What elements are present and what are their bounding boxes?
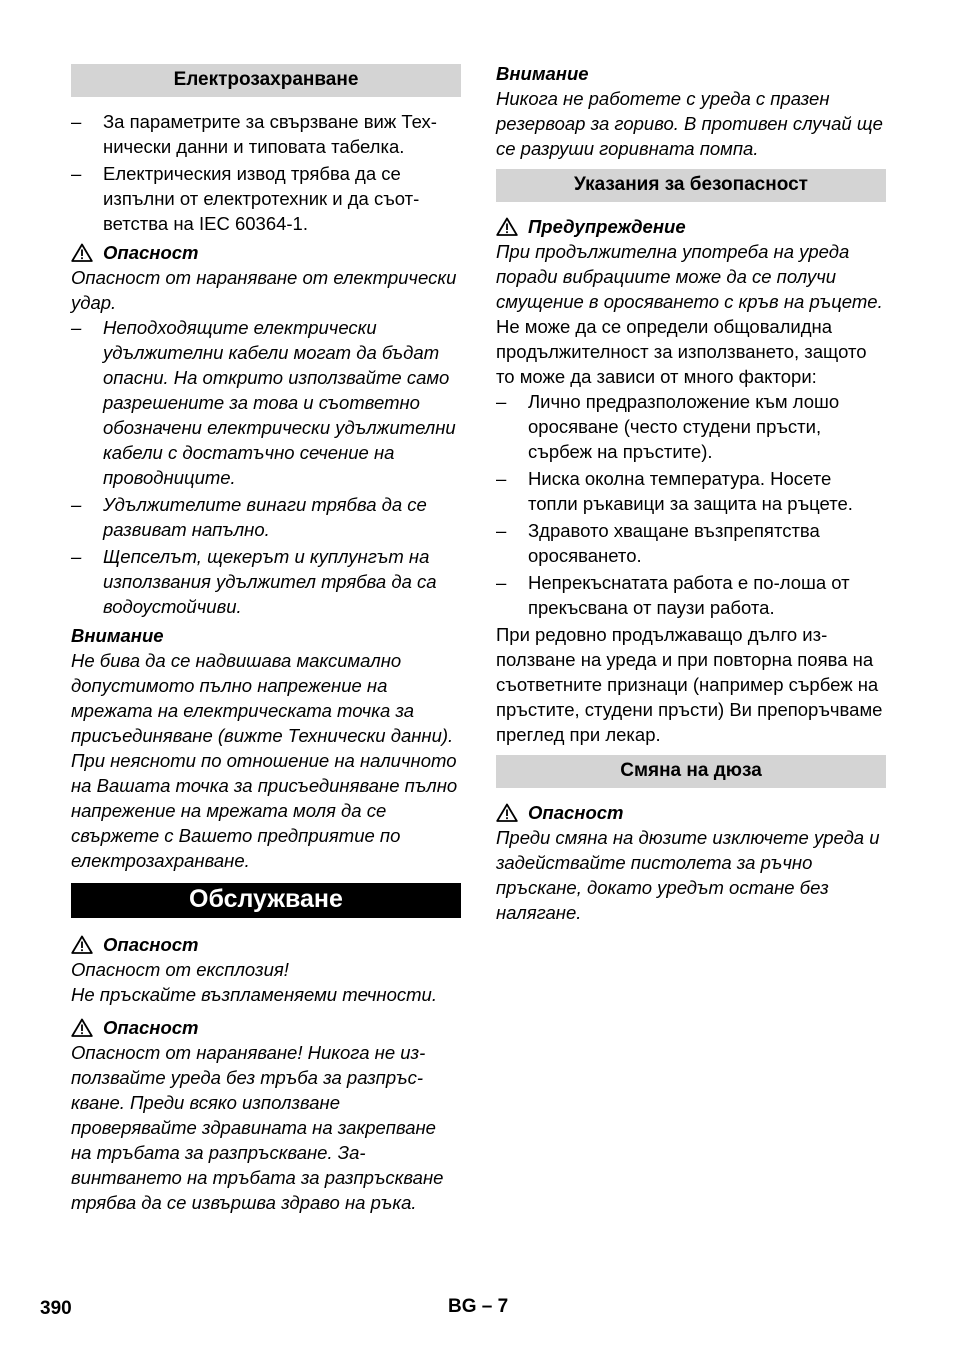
dash-marker: – (496, 520, 507, 541)
dash-marker: – (496, 391, 507, 412)
list-item-text: Удължителите винаги трябва да се развиват напълно. (103, 494, 427, 540)
usage-text: Не може да се определи общовалидна продължителност за използването, защото то може да зависи от много фактори: (496, 316, 867, 387)
warning-triangle-icon (71, 1018, 93, 1037)
list-item-text: Лично предразположение към лошо оросяване (често студени пръсти, сърбеж на пръстите). (528, 391, 840, 462)
list-item (71, 109, 461, 159)
warning-heading (496, 214, 886, 239)
list-item-text: За параметрите за свързване виж Технически данни и типовата табелка. (103, 111, 437, 157)
danger-label: Опасност (103, 242, 199, 263)
danger-heading (71, 240, 461, 265)
caution-label: Внимание (71, 625, 164, 646)
list-item (71, 315, 461, 490)
list-item (71, 161, 461, 236)
dash-marker: – (71, 546, 82, 567)
caution-text: Никога не работете с уреда с празен резервоар за гориво. В противен случай ще се разруши горивната помпа. (496, 88, 883, 159)
doctor-text: При редовно продължаващо дълго използване на уреда и при повторна поява на съответните признаци (например сърбеж на пръстите, студени пръсти) Ви препоръчваме преглед при лекар. (496, 624, 883, 745)
factors-list (496, 389, 886, 620)
list-item-text: Щепселът, щекерът и куплунгът на използвания удължител трябва да са водоустойчиви. (103, 546, 437, 617)
danger-text: Не пръскайте възпламеняеми течности. (71, 984, 437, 1005)
caution-heading (496, 61, 886, 86)
danger-label: Опасност (103, 934, 199, 955)
language-page-label: BG – 7 (448, 1296, 509, 1317)
right-column (496, 60, 886, 925)
dash-marker: – (71, 163, 82, 184)
dash-marker: – (71, 494, 82, 515)
danger-text: Преди смяна на дюзите изключете уреда и задействайте пистолета за ръчно пръскане, докато уредът остане без налягане. (496, 827, 880, 923)
warning-triangle-icon (71, 243, 93, 262)
list-item (496, 570, 886, 620)
danger-label: Опасност (103, 1017, 199, 1038)
warning-triangle-icon (496, 217, 518, 236)
dash-marker: – (496, 572, 507, 593)
warning-label: Предупреждение (528, 216, 686, 237)
dash-marker: – (496, 468, 507, 489)
dash-marker: – (71, 317, 82, 338)
caution-heading (71, 623, 461, 648)
section-heading-nozzle: Смяна на дюза (496, 755, 886, 788)
list-item-text: Електрическия извод трябва да се изпълни от електротехник и да съответства на IEC 60364-1. (103, 163, 420, 234)
left-column (71, 60, 461, 1215)
list-item (496, 518, 886, 568)
danger-text: Опасност от нараняване! Никога не използвайте уреда без тръба за разпръскване. Преди всяко използване проверявайте здравината на закрепване на тръбата за разпръскване. Завинтването на тръбата за разпръскване трябва да се извършва здраво на ръка. (71, 1042, 444, 1213)
caution-text: Не бива да се надвишава максимално допустимото пълно напрежение на мрежата на електрическата точка за присъединяване (вижте Технически данни). При неясноти по отношение на наличното на Вашата точка за присъединяване пълно напрежение на мрежата моля да се свържете с Вашето предприятие по електрозахранване. (71, 650, 458, 871)
list-item (71, 544, 461, 619)
danger-heading (496, 800, 886, 825)
list-item (496, 389, 886, 464)
list-item-text: Неподходящите електрически удължителни кабели могат да бъдат опасни. На открито използвайте само разрешените за това и съответно обозначени електрически удължителни кабели с достатъчно сечение на проводниците. (103, 317, 456, 488)
danger-text: Опасност от експлозия! (71, 959, 289, 980)
dash-marker: – (71, 111, 82, 132)
list-item (496, 466, 886, 516)
list-item-text: Здравото хващане възпрепятства оросяването. (528, 520, 820, 566)
danger-label: Опасност (528, 802, 624, 823)
section-heading-safety: Указания за безопасност (496, 169, 886, 202)
page-number: 390 (40, 1298, 72, 1319)
danger-text: Опасност от нараняване от електрически удар. (71, 267, 457, 313)
danger-heading (71, 932, 461, 957)
danger-heading (71, 1015, 461, 1040)
chapter-heading-service: Обслужване (71, 883, 461, 918)
list-item-text: Ниска околна температура. Носете топли ръкавици за защита на ръцете. (528, 468, 853, 514)
power-list (71, 109, 461, 236)
section-heading-power: Електрозахранване (71, 64, 461, 97)
list-item (71, 492, 461, 542)
warning-text: При продължителна употреба на уреда поради вибрациите може да се получи смущение в оросяването с кръв на ръцете. (496, 241, 883, 312)
warning-triangle-icon (496, 803, 518, 822)
warning-triangle-icon (71, 935, 93, 954)
danger-list (71, 315, 461, 619)
caution-label: Внимание (496, 63, 589, 84)
list-item-text: Непрекъснатата работа е по-лоша от прекъсвана от паузи работа. (528, 572, 850, 618)
